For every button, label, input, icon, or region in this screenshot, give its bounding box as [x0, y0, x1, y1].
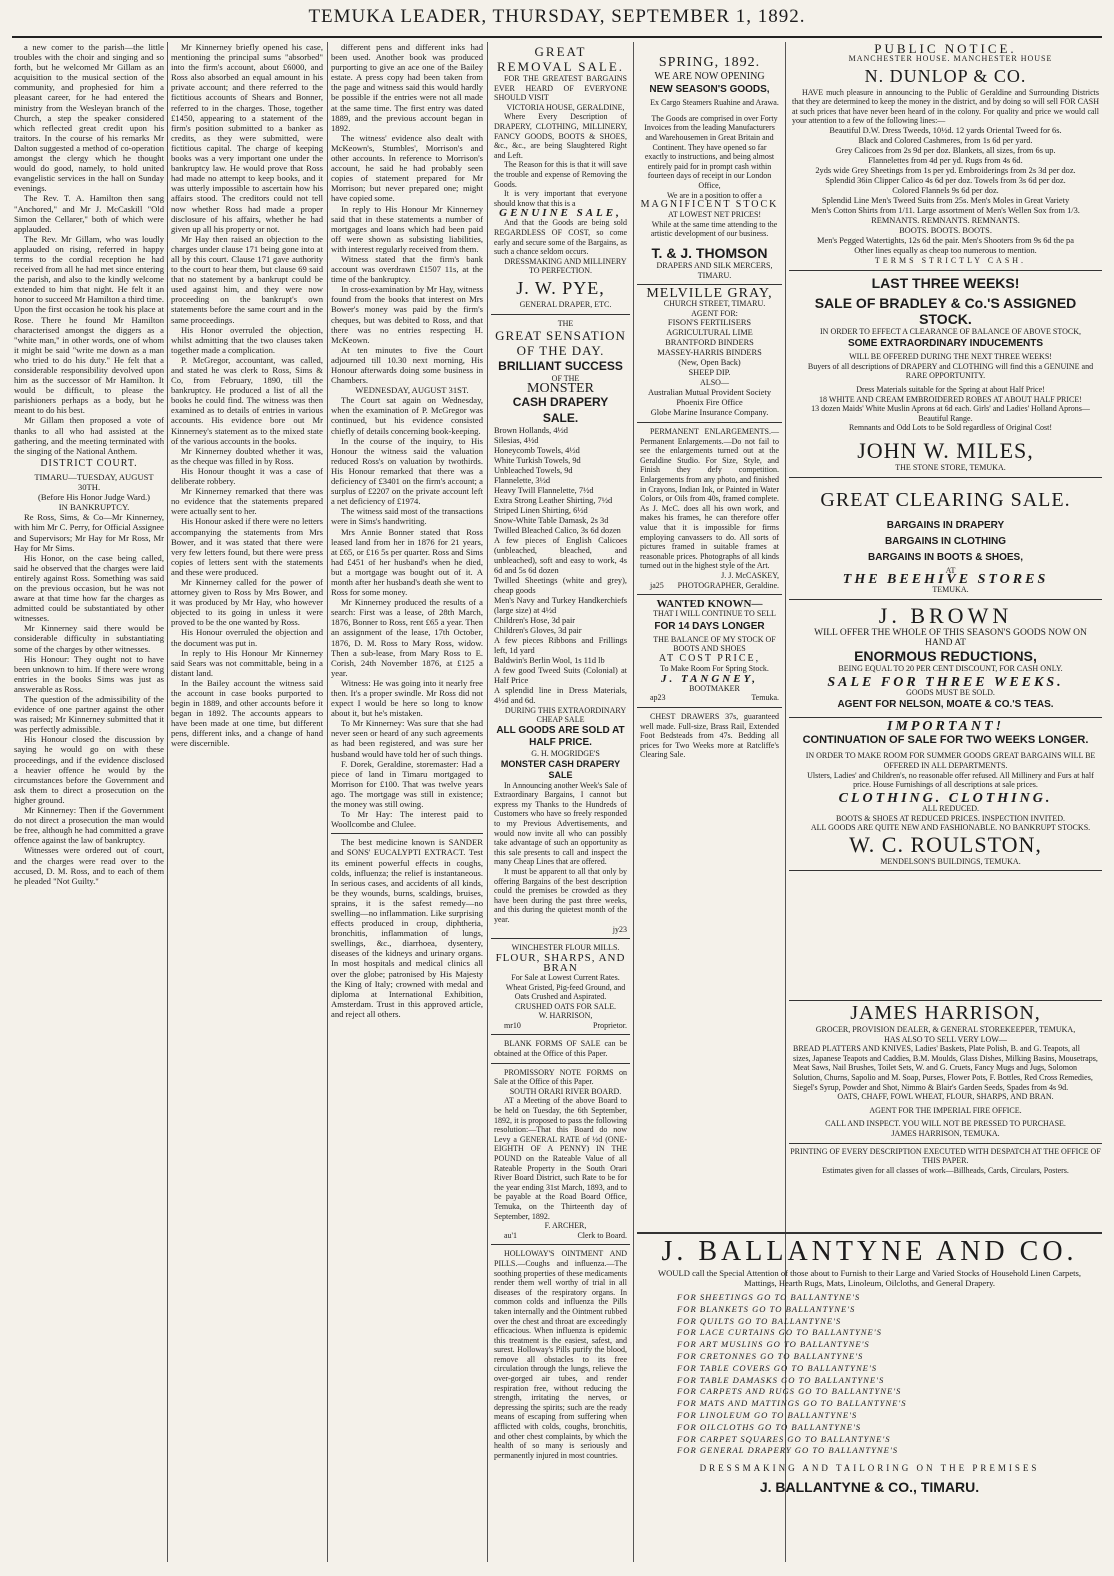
tangney-ad: [637, 595, 782, 708]
ad-headline: ENORMOUS REDUCTIONS,: [854, 648, 1037, 665]
dateline: WEDNESDAY, AUGUST 31ST.: [355, 385, 469, 396]
ad-text: BOOTS & SHOES AT REDUCED PRICES. INSPECTION INVITED.: [836, 813, 1065, 823]
ad-text: Ulsters, Ladies' and Children's, no reasonable offer refused. All Millinery and Furs at half price. House Furnishings of all descriptions at sale prices.: [807, 770, 1094, 790]
ad-text: PRINTING OF EVERY DESCRIPTION EXECUTED WITH DESPATCH AT THE OFFICE OF THIS PAPER.: [789, 1143, 1102, 1166]
ad-text: Where Every Description of DRAPERY, CLOTHING, MILLINERY, FANCY GOODS, BOOTS & SHOES, &c., &c., are being Slaughtered Right and Left.: [494, 112, 627, 160]
ad-headline: GREAT CLEARING SALE.: [820, 488, 1071, 511]
ad-text: DURING THIS EXTRAORDINARY CHEAP SALE: [504, 705, 627, 725]
advertiser-name: J. TANGNEY,: [660, 672, 759, 685]
ad-footer: [494, 1231, 627, 1241]
ad-headline: MONSTER CASH DRAPERY SALE: [500, 758, 621, 780]
paragraph: At ten minutes to five the Court adjourned till 10.30 next morning, His Honour afterwards doing some business in Chambers.: [331, 344, 483, 386]
paragraph: His Honour: They ought not to have been unknown to him. If there were wrong entries in the books Sims was just as answerable as Ross.: [14, 653, 164, 694]
eucalypti-ad: [331, 833, 483, 1019]
ad-text: And that the Goods are being sold REGARDLESS OF COST, so come early and secure some of the Bargains, as such a chance seldom occurs.: [494, 218, 627, 257]
ad-text: FOR THE GREATEST BARGAINS EVER HEARD OF EVERYONE SHOULD VISIT: [494, 74, 627, 103]
paragraph: Mr Kinnerney briefly opened his case, mentioning the principal sums "absorbed" into the firm's account, about £6000, and Ross also absorbed an equal amount in his private account; and there referred to the fictitious accounts of Shears and Bonner, referred to in the charges. Those, together £1450, appearing to a statement of the firm's position submitted to a banker as credits, as they were submitted, were fictitious capital. The charge of keeping books was a very important one under the bankruptcy law. He would prove that Ross had made no attempt to keep books, and it was utterly impossible to ascertain how his affairs stood. The creditors could not tell now whether Ross had made a proper disclosure of his affairs, whether he had given up all his property or not.: [171, 42, 323, 234]
ad-text: THAT I WILL CONTINUE TO SELL: [653, 609, 776, 619]
price-list-item: Flannelette, 3½d: [494, 475, 551, 485]
price-list-item: REMNANTS. REMNANTS. REMNANTS.: [871, 216, 1020, 226]
paragraph: different pens and different inks had been used. Another book was produced purporting to give an ace one of the Bailey estate. A press copy had been taken from the page and witness said this would hardly be possible if the entries were not all made at the same time. The first entry was dated 1889, and the previous account began in 1892.: [331, 42, 483, 133]
insurance-item: Australian Mutual Provident Society: [647, 388, 772, 398]
paragraph: Mr Kinnerney doubted whether it was, as the cheque was filled in by Ross.: [171, 445, 323, 466]
ad-text: GROCER, PROVISION DEALER, & GENERAL STOREKEEPER, TEMUKA,: [815, 1025, 1076, 1034]
masthead: TEMUKA LEADER, THURSDAY, SEPTEMBER 1, 1892.: [308, 6, 806, 27]
ad-text: TEMUKA.: [932, 585, 969, 595]
ad-text: CHURCH STREET, TIMARU.: [663, 299, 766, 309]
paragraph: To Mr Hay: The interest paid to Woollcombe and Clulee.: [331, 809, 483, 830]
advertiser-name: JOHN W. MILES,: [857, 438, 1034, 463]
ballantyne-list-item: FOR TABLE COVERS GO TO BALLANTYNE'S: [677, 1362, 878, 1373]
price-list-item: Other lines equally as cheap too numerous to mention.: [854, 246, 1037, 256]
ad-text: In Announcing another Week's Sale of Extraordinary Bargains, I cannot but express my Thanks to the Hundreds of Customers who have so freely responded to my Previous Advertisements, and would now invite all who can possibly take advantage of such an opportunity as this sale presents to call and inspect the many Cheap Lines that are offered.: [494, 780, 627, 867]
paragraph: Witness: He was going into it nearly free then. It's a proper swindle. Mr Ross did not expect I would be here so long to know about it, but he's mistaken.: [331, 677, 483, 719]
paragraph: Mr Kinnerney remarked that there was no evidence that the statements prepared were actually sent to her.: [171, 486, 323, 517]
ad-headline: CLOTHING. CLOTHING.: [838, 790, 1053, 806]
ad-text: AGENT FOR THE IMPERIAL FIRE OFFICE.: [869, 1105, 1022, 1115]
ad-headline: CONTINUATION OF SALE FOR TWO WEEKS LONGER.: [802, 734, 1089, 747]
paragraph: The Rev. T. A. Hamilton then sang "Anchored," and Mr J. McCaskill "Old Simon the Cellarer," both of which were applauded.: [14, 193, 164, 234]
ballantyne-list-item: FOR LINOLEUM GO TO BALLANTYNE'S: [677, 1409, 858, 1420]
great-sensation-ad: [491, 315, 630, 940]
paragraph: In the course of the inquiry, to His Honour the witness said the valuation reduced Ross's on valuation by twothirds. His Honour remarked that there was a deficiency of £3401 on the firm's account; a surplus of £2207 on the private account left a net deficiency of £1974.: [331, 435, 483, 507]
ballantyne-list-item: FOR CARPET SQUARES GO TO BALLANTYNE'S: [677, 1433, 891, 1444]
ballantyne-list-item: FOR QUILTS GO TO BALLANTYNE'S: [677, 1315, 842, 1326]
column-2: [171, 42, 323, 1562]
agency-item: BRANTFORD BINDERS: [665, 338, 754, 348]
paragraph: His Honour thought it was a case of deliberate robbery.: [171, 465, 323, 487]
column-4: [491, 40, 630, 1560]
ad-text: 18 WHITE AND CREAM EMBROIDERED ROBES AT ABOUT HALF PRICE!: [819, 394, 1082, 404]
paragraph: a new comer to the parish—the little troubles with the choir and singing and so forth, but he welcomed Mr Gillam as an acquisition to the musical section of the community, and prophesied for him a pleasant career, for he had entered the ministry from the Wesleyan branch of the Church, a step the speaker considered which reflected great credit upon his traitors. In the course of his remarks Mr Dalton suggested a method of co-operation amongst the clergy which he thought would do good, namely, to hold united evangelistic services in the hall on Sunday evenings.: [14, 42, 164, 194]
court-subheading: IN BANKRUPTCY.: [58, 502, 130, 513]
ad-text: HAS ALSO TO SELL VERY LOW—: [884, 1034, 1007, 1044]
ad-code: jy23: [612, 924, 627, 934]
ad-text: To Make Room For Spring Stock.: [660, 664, 769, 674]
chest-drawers-ad: [637, 708, 782, 764]
price-list-item: Silesias, 4½d: [494, 435, 539, 445]
price-list-item: Children's Gloves, 3d pair: [494, 625, 582, 635]
ad-text: For Sale at Lowest Current Rates.: [511, 972, 620, 982]
price-list-item: Unbleached Towels, 9d: [494, 465, 573, 475]
paragraph: Witness stated that the firm's bank account was overdrawn £1507 11s, at the time of the bankruptcy.: [331, 253, 483, 285]
price-list-item: Extra Strong Leather Shirting, 7½d: [494, 495, 613, 505]
ad-code: mr10: [504, 1020, 521, 1030]
ad-text: THE STONE STORE, TEMUKA.: [895, 463, 1006, 472]
ad-headline: SALE OF BRADLEY & Co.'S ASSIGNED STOCK.: [814, 294, 1077, 327]
advertiser-name: N. DUNLOP & CO.: [864, 65, 1027, 86]
agency-item: SHEEP DIP.: [688, 368, 731, 378]
paragraph: Mr Gillam then proposed a vote of thanks to all who had assisted at the gathering, and the meeting terminated with the singing of the National Anthem.: [14, 415, 164, 456]
ad-text: CHEST DRAWERS 37s, guaranteed well made. Full-size, Brass Rail, Extended Foot Bedsteads from 47s. Bedding all prices for Two Weeks more at Ratcliffe's Clearing Sale.: [640, 712, 779, 760]
paragraph: In reply to His Honour Mr Kinnerney said Sears was not committable, being in a distant land.: [171, 647, 323, 678]
holloway-ad: [491, 1245, 630, 1464]
paragraph: Mr Kinnerney produced the results of a search: First was a lease, of 28th March, 1876, Bonner to Ross, rent £65 a year. Then an assignment of the lease, 17th October, 1876, D. M. Ross to Mary Ross, widow. Then a sub-lease, from Mary Ross to E. Corish, 24th November 1876, at £125 a year.: [331, 597, 483, 678]
paragraph: The best medicine known is SANDER and SONS' EUCALYPTI EXTRACT. Test its eminent powerful effects in coughs, colds, influenza; the relief is instantaneous. In serious cases, and accidents of all kinds, be they wounds, burns, scaldings, bruises, sprains, it is the safest remedy—no swelling—no inflammation. Like surprising effects produced in croup, diphtheria, bronchitis, inflammation of lungs, swellings, &c., diarrhoea, dysentery, diseases of the kidneys and urinary organs. In most hospitals and medical clinics all over the globe; patronised by His Majesty the King of Italy; crowned with medal and diploma at International Exhibition, Amsterdam. Trust in this approved article, and reject all others.: [331, 837, 483, 1019]
price-list-item: Flannelettes from 4d per yd. Rugs from 4s 6d.: [868, 156, 1023, 166]
ad-headline: FOR 14 DAYS LONGER: [654, 620, 765, 632]
agency-item: FISON'S FERTILISERS: [667, 318, 752, 328]
price-list-item: Beautiful D.W. Dress Tweeds, 10½d. 12 yards Oriental Tweed for 6s.: [829, 126, 1062, 136]
section-heading: DISTRICT COURT.: [40, 457, 138, 469]
ad-text: Ex Cargo Steamers Ruahine and Arawa.: [650, 98, 779, 108]
ad-code: au'1: [504, 1230, 517, 1240]
paragraph: In cross-examination by Mr Hay, witness found from the books that interest on Mrs Bower's money was paid by the firm's cheques, but was debited to Ross, and that there was no entries respecting H. McKeown.: [331, 284, 483, 345]
agency-item: AGRICULTURAL LIME: [666, 328, 753, 338]
price-list-item: Splendid 36in Clipper Calico 4s 6d per doz. Towels from 3s 6d per doz.: [825, 176, 1066, 186]
paragraph: The Rev. Mr Gillam, who was loudly applauded on rising, referred in happy terms to the cordial reception he had received from all he had met since entering the parish, and also to the kindly welcome extended to him that night. He felt it an honor to succeed Mr Hamilton a third time. Upon the first occasion he took his place at Rose. There he found Mr Hamilton characterised amongst the diggers as a "white man," in other words, one of whom it might be said "write me down as a man who tried to do his duty." He felt that a considerable responsibility devolved upon him as the successor of Mr Hamilton. It would be difficult, to please the parishioners perhaps as a body, but he meant to do his best.: [14, 233, 164, 416]
ad-text: Dress Materials suitable for the Spring at about Half Price!: [856, 385, 1045, 395]
ad-headline: AGENT FOR NELSON, MOATE & CO.'S TEAS.: [837, 699, 1054, 711]
column-rule: [633, 42, 634, 1562]
advertiser-name: J. W. PYE,: [516, 277, 605, 298]
ad-headline: BARGAINS IN DRAPERY: [886, 519, 1005, 531]
price-list-item: Snow-White Table Damask, 2s 3d: [494, 515, 609, 525]
ballantyne-list-item: FOR SHEETINGS GO TO BALLANTYNE'S: [677, 1292, 861, 1302]
ad-text: HAVE much pleasure in announcing to the Public of Geraldine and Surrounding Districts that they are determined to keep the money in the district, and by doing so will sell FOR CASH at such prices that have never been heard of in the colony. For quality and price we would call your attention to a few of the following lines:—: [792, 87, 1099, 126]
paragraph: The witness said most of the transactions were in Sims's handwriting.: [331, 506, 483, 527]
ad-text: TERMS STRICTLY CASH.: [874, 256, 1027, 266]
brown-ad: [789, 600, 1102, 718]
price-list-item: 2yds wide Grey Sheetings from 1s per yd. Embroiderings from 2s 3d per doz.: [815, 166, 1076, 176]
paragraph: Mr Hay then raised an objection to the charges under clause 171 being gone into at all by this court. Clause 171 gave authority to the court to hear them, but clause 69 said that no statement by a bankrupt could be used against him, and they were now proceeding on the bankrupt's own statements before the same court and in the same proceedings.: [171, 233, 323, 325]
ad-text: It must be apparent to all that only by offering Bargains of the best description could the premises be crowded as they have been during the past three weeks, and this during the quietest month of the year.: [494, 866, 627, 924]
ad-text: PROMISSORY NOTE FORMS on Sale at the Office of this Paper.: [494, 1067, 627, 1087]
ballantyne-list: [637, 1292, 1102, 1457]
ad-text: CRUSHED OATS FOR SALE.: [515, 1001, 616, 1011]
ad-text: AT a Meeting of the above Board to be held on Tuesday, the 6th September, 1892, it is proposed to pass the following resolution:—That this Board do now Levy a GENERAL RATE of ½d (ONE-EIGHTH OF A PENNY) IN THE POUND on the Rateable Value of all Rateable Property in the South Orari River Board District, such Rate to be for the year ending 31st March, 1893, and to be payable at the Road Board Office, Temuka, on the Thirteenth day of September, 1892.: [494, 1096, 627, 1221]
ad-text: PHOTOGRAPHER, Geraldine.: [677, 580, 779, 590]
ad-headline: BARGAINS IN CLOTHING: [884, 535, 1007, 547]
ad-text: Remnants and Odd Lots to be Sold regardless of Original Cost!: [848, 423, 1053, 433]
price-list: [494, 426, 627, 706]
ad-text: Buyers of all descriptions of DRAPERY and CLOTHING will find this a GENUINE and RARE OPPORTUNITY.: [807, 361, 1094, 381]
ad-text: The Reason for this is that it will save the trouble and expense of Removing the Goods.: [494, 160, 627, 189]
advertiser-name: J. BALLANTYNE & CO., TIMARU.: [759, 1479, 980, 1496]
price-list-item: A splendid line in Dress Materials, 4½d and 6d.: [494, 685, 627, 705]
paragraph: Witnesses were ordered out of court, and the charges were read over to the accused, D. M. Ross, and to each of them he pleaded "Not Guilty.": [14, 845, 164, 886]
ad-headline: WANTED KNOWN—: [656, 598, 763, 611]
ad-footer: [640, 581, 779, 591]
ad-text: We are in a position to offer a: [667, 190, 762, 200]
paragraph: His Honor, on the case being called, said he observed that the charges were laid entirely against Ross. Something was said on the previous occasion, but he was not aware at that time how far the charges as admitted could be substantiated by other witnesses.: [14, 552, 164, 624]
advertiser-name: J. J. McCASKEY,: [721, 570, 779, 580]
column-rule: [167, 42, 168, 1562]
ad-title: WINCHESTER FLOUR MILLS.: [511, 943, 620, 953]
insurance-item: Phoenix Fire Office: [676, 398, 743, 408]
paragraph: In the Bailey account the witness said the account in case books purported to begin in 1889, and other accounts before it began in 1892. The accounts appears to have been made at one time, but different pens, different inks, and a change of hand were discernible.: [171, 677, 323, 749]
price-list-item: Men's Navy and Turkey Handkerchiefs (large size) at 4½d: [494, 595, 627, 615]
paragraph: In reply to His Honour Mr Kinnerney said that in these statements a number of mortgages and loans which had been paid off were shown as subsisting liabilities, with interest regularly received from them.: [331, 203, 483, 254]
ad-text: WOULD call the Special Attention of those about to Furnish to their Large and Varied Stocks of Household Linen Carpets, Mattings, Hearth Rugs, Mats, Linoleum, Oilcloths, and General Drapery.: [657, 1268, 1082, 1288]
ad-text: JAMES HARRISON, TEMUKA.: [891, 1128, 1000, 1138]
column-1: [14, 42, 164, 1562]
blank-forms-ad: [491, 1035, 630, 1063]
ad-text: DRESSMAKING AND TAILORING ON THE PREMISES: [699, 1463, 1040, 1474]
advertiser-name: W. C. ROULSTON,: [849, 831, 1042, 857]
ad-text: OF THE: [551, 374, 580, 384]
ad-text: It is very important that everyone should know that this is a: [494, 189, 627, 208]
ad-text: BEING EQUAL TO 20 PER CENT DISCOUNT, FOR CASH ONLY.: [838, 664, 1063, 674]
advertiser-name: F. ARCHER,: [544, 1221, 587, 1231]
ad-text: G. H. MOGRIDGE'S: [531, 749, 600, 759]
price-list-item: Honeycomb Towels, 4½d: [494, 445, 580, 455]
advertiser-name: J. BALLANTYNE AND CO.: [661, 1236, 1078, 1267]
masthead-rule: [12, 36, 1102, 38]
ad-text: IN ORDER TO MAKE ROOM FOR SUMMER GOODS GREAT BARGAINS WILL BE OFFERED IN ALL DEPARTMENTS.: [805, 751, 1096, 771]
ad-text: GOODS MUST BE SOLD.: [906, 687, 995, 697]
ad-text: ALSO—: [700, 378, 729, 388]
ad-text: GENERAL DRAPER, ETC.: [519, 299, 612, 309]
ad-text: THE BALANCE OF MY STOCK OF BOOTS AND SHOES: [653, 634, 776, 654]
ad-text: BOOTMAKER: [689, 683, 740, 693]
ad-headline: MAGNIFICENT STOCK: [640, 199, 779, 211]
ballantyne-list-item: FOR CARPETS AND RUGS GO TO BALLANTYNE'S: [677, 1386, 902, 1397]
dateline: TIMARU—TUESDAY, AUGUST 30TH.: [34, 471, 154, 493]
ad-text: AGENT FOR:: [691, 308, 738, 318]
ad-text: 13 dozen Maids' White Muslin Aprons at 6d each. Girls' and Ladies' Holland Aprons—Beautiful Range.: [811, 404, 1090, 423]
agency-item: MASSEY-HARRIS BINDERS: [657, 348, 762, 358]
advertiser-name: J. BROWN: [878, 602, 1013, 628]
ad-headline: NEW SEASON'S GOODS,: [649, 84, 770, 96]
column-3: [331, 42, 483, 1562]
paragraph: Mr Kinnerney: Then if the Government do not direct a prosecution the man would be free, although he had committed a grave offence against the law of bankruptcy.: [14, 805, 164, 846]
ad-footer: [494, 1021, 627, 1031]
paragraph: To Mr Kinnerney: Was sure that she had never seen or heard of any such agreements as had been registered, and was sure her husband would have told her of such things.: [331, 718, 483, 759]
price-list-item: Men's Cotton Shirts from 1/11. Large assortment of Men's Wellen Sox from 1/3.: [811, 206, 1080, 216]
ballantyne-list-item: FOR LACE CURTAINS GO TO BALLANTYNE'S: [677, 1327, 882, 1338]
ad-text: CALL AND INSPECT. YOU WILL NOT BE PRESSED TO PURCHASE.: [825, 1119, 1066, 1129]
ad-title: GREAT SENSATION OF THE DAY.: [495, 328, 626, 359]
paragraph: His Honour closed the discussion by saying he would go on with these proceedings, and if the evidence disclosed a heavier offence he would by the circumstances before the Government and ask them to direct a prosecution on the higher ground.: [14, 734, 164, 805]
ad-title: SPRING, 1892.: [658, 55, 761, 70]
ad-headline: BARGAINS IN BOOTS & SHOES,: [867, 551, 1023, 563]
beehive-ad: [789, 478, 1102, 600]
column-rule: [487, 42, 488, 1562]
ad-text: DRAPERS AND SILK MERCERS,: [656, 261, 773, 270]
ad-text: OATS, CHAFF, FOWL WHEAT, FLOUR, SHARPS, AND BRAN.: [837, 1092, 1054, 1102]
paragraph: His Honour overruled the objection and the document was put in.: [171, 627, 323, 648]
ad-text: Proprietor.: [593, 1020, 627, 1030]
ballantyne-list-item: FOR TABLE DAMASKS GO TO BALLANTYNE'S: [677, 1374, 885, 1385]
ad-text: ALL REDUCED.: [921, 803, 980, 813]
ad-headline: SOME EXTRAORDINARY INDUCEMENTS: [847, 338, 1043, 350]
ad-text: The Goods are comprised in over Forty Invoices from the leading Manufacturers and Warehousemen in Great Britain and Continent. They have opened so far exactly to instructions, and being almost entirely paid for in prompt cash within fourteen days of receipt in our London Office,: [644, 113, 778, 190]
price-list-item: Grey Calicoes from 2s 9d per doz. Blankets, all sizes, from 6s up.: [835, 146, 1056, 156]
ad-text: MENDELSON'S BUILDINGS, TEMUKA.: [880, 856, 1021, 866]
ballantyne-list-item: FOR OILCLOTHS GO TO BALLANTYNE'S: [677, 1421, 862, 1432]
ad-highlight: GENUINE SALE,: [499, 207, 622, 220]
price-list-item: Men's Pegged Watertights, 12s 6d the pair. Men's Shooters from 9s 6d the pa: [817, 236, 1074, 246]
ballantyne-list-item: FOR MATS AND MATTINGS GO TO BALLANTYNE'S: [677, 1398, 907, 1409]
ad-footer: [640, 693, 779, 703]
advertiser-name: MELVILLE GRAY,: [646, 286, 773, 302]
ad-text: BLANK FORMS OF SALE can be obtained at the Office of this Paper.: [494, 1039, 627, 1059]
advertiser-name: W. HARRISON,: [538, 1011, 593, 1021]
ballantyne-list-item: FOR GENERAL DRAPERY GO TO BALLANTYNE'S: [677, 1445, 899, 1456]
price-list-item: A few pieces of English Calicoes (unbleached, bleached, and unbleached), soft and easy to work, 4s 6d and 5s 6d dozen: [494, 535, 627, 575]
ad-headline: IMPORTANT!: [886, 719, 1005, 735]
paragraph: P. McGregor, accountant, was called, and stated he was clerk to Ross, Sims & Co, from February, 1890, till the bankruptcy. He produced a list of all the books he could find. The witness was then examined as to details of entries in various accounts. His evidence bore out Mr Kinnerney's statement as to the mixed state of the various accounts in the books.: [171, 354, 323, 446]
paragraph: Mr Kinnerney said there would be considerable difficulty in substantiating some of the charges by other witnesses.: [14, 623, 164, 654]
ad-text: Wheat Gristed, Pig-feed Ground, and Oats Crushed and Aspirated.: [505, 982, 626, 1002]
ad-text: VICTORIA HOUSE, GERALDINE,: [506, 102, 625, 112]
ad-text: WILL BE OFFERED DURING THE NEXT THREE WEEKS!: [849, 352, 1052, 362]
ad-text: IN ORDER TO EFFECT A CLEARANCE OF BALANCE OF ABOVE STOCK,: [820, 326, 1081, 336]
spring-ad: [637, 40, 782, 285]
dunlop-ad: [789, 40, 1102, 271]
court-before: (Before His Honor Judge Ward.): [37, 492, 151, 503]
paragraph: F. Dorek, Geraldine, storemaster: Had a piece of land in Timaru mortgaged to Morrison for £100. That was twelve years ago. The mortgage was still in existence; the money was still owing.: [331, 758, 483, 810]
ad-code: ap23: [650, 693, 666, 703]
bradley-sale-ad: [789, 271, 1102, 478]
paragraph: Mrs Annie Bonner stated that Ross leased land from her in 1876 for 21 years, at £65, or £16 5s per quarter. Ross and Sims had £451 of her husband's when he died, but a mortgage was bought out of it. A month after her husband's death she went to Ross for some money.: [331, 526, 483, 598]
price-list-item: Heavy Twill Flannelette, 7½d: [494, 485, 594, 495]
paragraph: The witness' evidence also dealt with McKeown's, Stumbles', Morrison's and other accounts. In reference to Morrison's account, he said he had probably seen copies of statement prepared for Mr Morrison; but never prepared one; might have copied some.: [331, 132, 483, 204]
ad-headline: WE ARE NOW OPENING: [654, 71, 765, 83]
advertiser-name: JAMES HARRISON,: [850, 1002, 1041, 1024]
price-list-item: Colored Flannels 9s 6d per doz.: [892, 186, 999, 196]
ad-headline: SALE FOR THREE WEEKS.: [827, 674, 1064, 690]
price-list-item: Brown Hollands, 4½d: [494, 425, 568, 435]
ad-title: PUBLIC NOTICE.: [874, 41, 1017, 56]
advertiser-name: T. & J. THOMSON: [651, 245, 768, 261]
ad-title: GREAT REMOVAL SALE.: [496, 44, 625, 74]
price-list-item: Twilled Bleached Calico, 3s 6d dozen: [494, 525, 621, 535]
ad-text: MANCHESTER HOUSE. MANCHESTER HOUSE: [848, 54, 1053, 64]
ad-text: WILL OFFER THE WHOLE OF THIS SEASON'S GOODS NOW ON HAND AT: [814, 627, 1087, 648]
price-list-item: A few good Tweed Suits (Colonial) at Half Price: [494, 665, 627, 685]
ad-headline: MONSTER: [527, 380, 594, 396]
paragraph: The Court sat again on Wednesday, when the examination of P. McGregor was continued, but his evidence consisted chiefly of details concerning book-keeping.: [331, 395, 483, 436]
paragraph: His Honour asked if there were no letters accompanying the statements from Mrs Bower, and it was stated that there were very few letters found, but there were press copies of letters sent with the statements and these were produced.: [171, 516, 323, 577]
insurance-item: Globe Marine Insurance Company.: [650, 408, 769, 418]
ad-text: TIMARU.: [697, 270, 732, 280]
ballantyne-ad: [637, 1232, 1102, 1562]
paragraph: Mr Kinnerney called for the power of attorney given to Ross by Mrs Bower, and it was produced by Mr Hay, who however objected to its going in unless it were proved to be the one wanted by Ross.: [171, 576, 323, 628]
paragraph: The question of the admissibility of the evidence of one partner against the other was raised; Mr Kinnerney submitted that it was perfectly admissible.: [14, 694, 164, 735]
ad-code: ja25: [650, 580, 664, 590]
ad-text: BREAD PLATTERS AND KNIVES, Ladies' Baskets, Plate Polish, B. and G. Teapots, all sizes, Japanese Teapots and Caddies, B.M. Moulds, Glass Dishes, Milking Basins, Mousetraps, Meat Saws, Nail Brushes, Toilet Sets, W. and G. Cruets, Fancy Mugs and Jugs, Solomon Solution, Churns, Sapolio and M. Soap, Purses, Flower Pots, F. Bottles, Red Cross Remedies, Siegel's Syrup, Powder and Shot, Nimmo & Blair's Garden Seeds, Spades from 4s 9d.: [793, 1044, 1098, 1092]
price-list-item: White Turkish Towels, 9d: [494, 455, 581, 465]
price-list-item: Baldwin's Berlin Wool, 1s 11d lb: [494, 655, 605, 665]
agency-item: (New, Open Back): [678, 358, 741, 368]
ad-text: HOLLOWAY'S OINTMENT AND PILLS.—Coughs and influenza.—The soothing properties of these medicaments render them well worthy of trial in all diseases of the respiratory organs. In common colds and influenza the Pills taken internally and the Ointment rubbed over the chest and throat are exceedingly efficacious. When influenza is epidemic this treatment is the easiest, safest, and surest. Holloway's Pills purify the blood, remove all obstacles to its free circulation through the lungs, relieve the over-gorged air tubes, and render respiration free, without reducing the strength, irritating the nerves, or depressing the spirits; such are the ready means of escaping from suffering when afflicted with colds, coughs, bronchitis, and other chest complaints, by which the health of so many is seriously and permanently injured in most countries.: [494, 1249, 627, 1460]
ad-headline: AT COST PRICE,: [658, 653, 761, 665]
ad-text: AT: [945, 565, 956, 575]
melville-gray-ad: [637, 285, 782, 423]
ballantyne-list-item: FOR CRETONNES GO TO BALLANTYNE'S: [677, 1350, 864, 1361]
ad-text: Clerk to Board.: [577, 1230, 627, 1240]
ad-headline: CASH DRAPERY SALE.: [512, 394, 609, 425]
ad-text: PERMANENT ENLARGEMENTS.—Permanent Enlargements.—Do not fail to see the enlargements turned out at the Geraldine Studio. For Size, Style, and Finish they defy competition. Enlargements from any photo, and finished in Crayons, Indian Ink, or Painted in Water Colors, or Oils from 40s, framed complete. As J. McC. does all his own work, and makes his frames, he can therefore offer value that it is impossible for firms employing canvassers to do. All sorts of pictures framed in suitable frames at reasonable prices. Photographs of all kinds turned out in the highest style of the Art.: [640, 427, 779, 571]
advertiser-name: THE BEEHIVE STORES: [842, 572, 1049, 588]
photo-enlargements-ad: [637, 423, 782, 595]
agency-list: [640, 318, 779, 378]
price-list-item: Black and Colored Cashmeres, from 1s 6d per yard.: [858, 136, 1033, 146]
ad-headline: ALL GOODS ARE SOLD AT HALF PRICE.: [496, 725, 625, 749]
ad-text: Estimates given for all classes of work—Billheads, Cards, Circulars, Posters.: [822, 1165, 1069, 1175]
ad-text: THE: [557, 318, 574, 328]
ballantyne-list-item: FOR ART MUSLINS GO TO BALLANTYNE'S: [677, 1339, 870, 1350]
promissory-notes-ad: [491, 1064, 630, 1246]
harrison-ad: [789, 1000, 1102, 1228]
ad-text: ALL GOODS ARE QUITE NEW AND FASHIONABLE. NO BANKRUPT STOCKS.: [810, 823, 1091, 833]
price-list-item: Children's Hose, 3d pair: [494, 615, 576, 625]
roulston-ad: [789, 718, 1102, 871]
ad-headline: LAST THREE WEEKS!: [871, 274, 1020, 291]
price-list-item: BOOTS. BOOTS. BOOTS.: [899, 226, 992, 236]
ad-text: While at the same time attending to the artistic development of our business.: [650, 219, 778, 239]
price-list-item: Splendid Line Men's Tweed Suits from 25s. Men's Moles in Great Variety: [821, 196, 1070, 206]
great-removal-sale-ad: [491, 40, 630, 315]
price-list: [792, 126, 1099, 256]
paragraph: His Honor overruled the objection, whilst admitting that the two clauses taken together made a complication.: [171, 324, 323, 355]
ad-text: Temuka.: [751, 693, 779, 703]
price-list-item: Striped Linen Shirting, 6½d: [494, 505, 588, 515]
paragraph: Re Ross, Sims, & Co—Mr Kinnerney, with him Mr C. Perry, for Official Assignee and Supervisors; Mr Hay for Mr Ross, Mr Hay for Mr Sims.: [14, 512, 164, 553]
ad-text: DRESSMAKING AND MILLINERY TO PERFECTION.: [504, 256, 627, 276]
ballantyne-list-item: FOR BLANKETS GO TO BALLANTYNE'S: [677, 1303, 856, 1314]
price-list-item: Twilled Sheetings (white and grey), cheap goods: [494, 575, 627, 595]
price-list-item: A few pieces Ribbons and Frillings left, 1d yard: [494, 635, 627, 655]
column-rule: [327, 42, 328, 1562]
winchester-flour-mills-ad: [491, 939, 630, 1035]
ad-headline: BRILLIANT SUCCESS: [498, 359, 623, 374]
ad-headline: FLOUR, SHARPS, AND BRAN: [495, 951, 626, 974]
ad-title: SOUTH ORARI RIVER BOARD.: [509, 1086, 622, 1096]
insurance-list: [640, 388, 779, 418]
ad-text: AT LOWEST NET PRICES!: [667, 210, 762, 220]
